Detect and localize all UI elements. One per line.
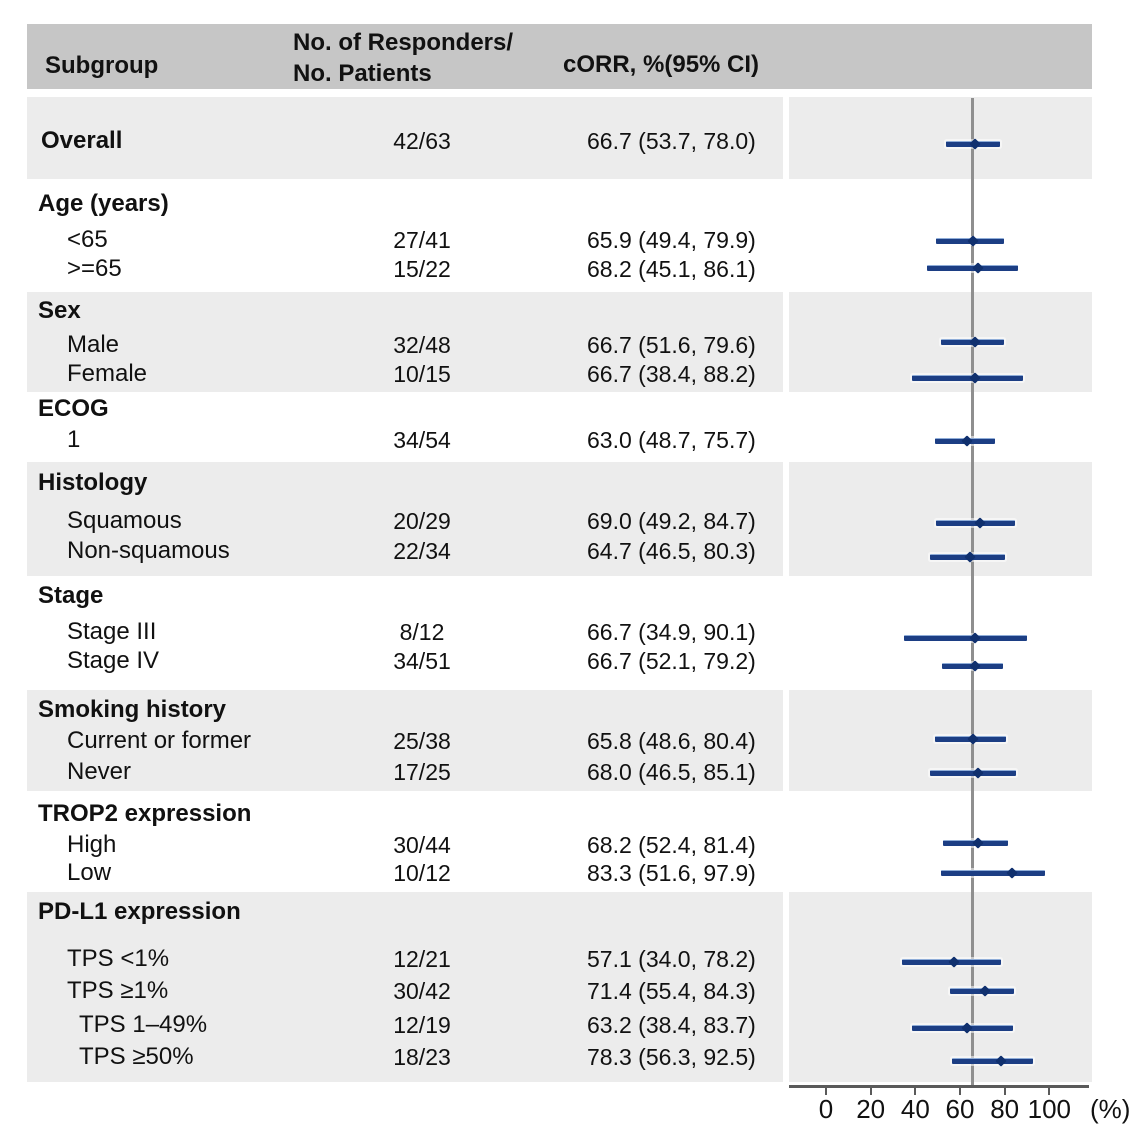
x-axis-tick-label: 60 — [945, 1094, 975, 1124]
row-responders-value: 8/12 — [399, 619, 445, 645]
row-label: High — [67, 831, 117, 858]
section-title: TROP2 expression — [38, 800, 252, 827]
column-header-corr: cORR, %(95% CI) — [563, 51, 760, 78]
confidence-interval-bar — [952, 1058, 1033, 1064]
row-responders-value: 30/44 — [393, 832, 451, 858]
row-responders-value: 10/12 — [393, 860, 451, 886]
section-title: Smoking history — [38, 696, 227, 723]
row-label: Female — [67, 360, 148, 387]
row-corr-value: 66.7 (53.7, 78.0) — [587, 128, 756, 154]
row-label: <65 — [67, 226, 108, 253]
row-responders-value: 34/54 — [393, 427, 451, 453]
row-responders-value: 32/48 — [393, 332, 451, 358]
row-label: 1 — [67, 426, 81, 453]
row-corr-value: 63.0 (48.7, 75.7) — [587, 427, 756, 453]
row-corr-value: 68.2 (45.1, 86.1) — [587, 256, 756, 282]
row-responders-value: 30/42 — [393, 978, 451, 1004]
row-label: TPS 1–49% — [79, 1011, 208, 1038]
section-band — [27, 97, 1092, 179]
section-title: Sex — [38, 297, 81, 324]
row-corr-value: 66.7 (51.6, 79.6) — [587, 332, 756, 358]
row-label: Current or former — [67, 727, 252, 754]
x-axis-tick-label: 100 — [1027, 1094, 1072, 1124]
row-corr-value: 63.2 (38.4, 83.7) — [587, 1012, 756, 1038]
row-corr-value: 68.0 (46.5, 85.1) — [587, 759, 756, 785]
row-label: TPS <1% — [67, 945, 170, 972]
row-responders-value: 12/19 — [393, 1012, 451, 1038]
column-gutter — [783, 97, 789, 1082]
row-label: Non-squamous — [67, 537, 230, 564]
row-corr-value: 66.7 (52.1, 79.2) — [587, 648, 756, 674]
row-label: Stage IV — [67, 647, 160, 674]
confidence-interval-bar — [904, 635, 1027, 641]
row-corr-value: 66.7 (34.9, 90.1) — [587, 619, 756, 645]
row-responders-value: 20/29 — [393, 508, 451, 534]
row-label: Stage III — [67, 618, 157, 645]
section-title: PD-L1 expression — [38, 898, 241, 925]
column-header-responders-line1: No. of Responders/ — [293, 29, 514, 56]
row-label: TPS ≥1% — [67, 977, 169, 1004]
row-label: Squamous — [67, 507, 182, 534]
x-axis-tick-label: 0 — [818, 1094, 834, 1124]
row-corr-value: 68.2 (52.4, 81.4) — [587, 832, 756, 858]
x-axis-unit-label: (%) — [1090, 1094, 1130, 1124]
row-responders-value: 27/41 — [393, 227, 451, 253]
table-header-band — [27, 24, 1092, 89]
row-label: Overall — [41, 127, 123, 154]
row-corr-value: 66.7 (38.4, 88.2) — [587, 361, 756, 387]
row-corr-value: 65.8 (48.6, 80.4) — [587, 728, 756, 754]
row-responders-value: 17/25 — [393, 759, 451, 785]
row-responders-value: 10/15 — [393, 361, 451, 387]
row-corr-value: 83.3 (51.6, 97.9) — [587, 860, 756, 886]
column-header-responders-line2: No. Patients — [293, 60, 432, 87]
row-corr-value: 71.4 (55.4, 84.3) — [587, 978, 756, 1004]
row-label: TPS ≥50% — [79, 1043, 194, 1070]
confidence-interval-bar — [941, 870, 1044, 876]
row-label: >=65 — [67, 255, 122, 282]
row-responders-value: 22/34 — [393, 538, 451, 564]
row-responders-value: 25/38 — [393, 728, 451, 754]
section-title: Histology — [38, 469, 148, 496]
column-header-subgroup: Subgroup — [45, 52, 159, 79]
row-responders-value: 15/22 — [393, 256, 451, 282]
row-responders-value: 42/63 — [393, 128, 451, 154]
section-title: Stage — [38, 582, 104, 609]
row-label: Male — [67, 331, 120, 358]
confidence-interval-bar — [912, 375, 1023, 381]
row-label: Never — [67, 758, 132, 785]
row-corr-value: 69.0 (49.2, 84.7) — [587, 508, 756, 534]
section-title: Age (years) — [38, 190, 169, 217]
section-title: ECOG — [38, 395, 109, 422]
row-corr-value: 78.3 (56.3, 92.5) — [587, 1044, 756, 1070]
row-corr-value: 57.1 (34.0, 78.2) — [587, 946, 756, 972]
x-axis-tick-label: 80 — [990, 1094, 1020, 1124]
x-axis-tick-label: 20 — [856, 1094, 886, 1124]
row-corr-value: 64.7 (46.5, 80.3) — [587, 538, 756, 564]
row-responders-value: 34/51 — [393, 648, 451, 674]
x-axis-line — [789, 1085, 1089, 1088]
row-label: Low — [67, 859, 112, 886]
row-corr-value: 65.9 (49.4, 79.9) — [587, 227, 756, 253]
x-axis-tick-label: 40 — [900, 1094, 930, 1124]
row-responders-value: 12/21 — [393, 946, 451, 972]
row-responders-value: 18/23 — [393, 1044, 451, 1070]
